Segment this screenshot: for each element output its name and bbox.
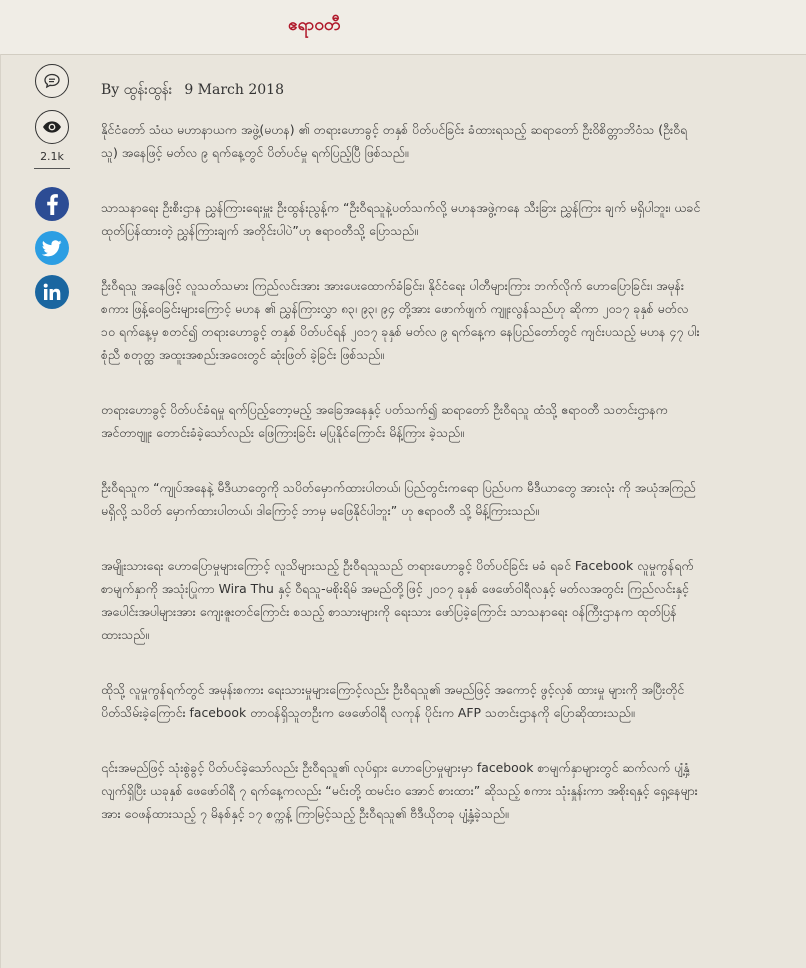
paragraph: အမျိုးသားရေး ဟောပြောမှုများကြောင့် လူသိများသည့် ဦးဝီရသူသည် တရားဟောခွင့် ပိတ်ပင်ခြင်း မခံ ရခင် Facebook လူမှုကွန်ရက် စာမျက်နှာကို အသုံးပြုကာ Wira Thu နှင့် ဝီရသူ-မစိုးရိမ် အမည်တို့ဖြင့် ၂၀၁၇ ခုနှစ် ဖေဖော်ဝါရီလနှင့် မတ်လအတွင်း ကြည်လင်းနှင့် အပေါင်းအပါများအား ကျေးဇူးတင်ကြောင်း စသည့် စာသားများကို ရေးသား ဖော်ပြခဲ့ကြောင်း သာသနာရေး ဝန်ကြီးဌာနက ထုတ်ပြန်ထားသည်။: [101, 558, 694, 642]
paragraph: သာသနာရေး ဦးစီးဌာန ညွှန်ကြားရေးမှူး ဦးထွန်းညွန့်က “ဦးဝီရသူနဲ့ပတ်သက်လို့ မဟနအဖွဲ့ကနေ သီးခြား ညွှန်ကြား ချက် မရှိပါဘူး၊ ယခင် ထုတ်ပြန်ထားတဲ့ ညွှန်ကြားချက် အတိုင်းပါပဲ”ဟု ဧရာဝတီသို့ ပြောသည်။: [101, 200, 701, 238]
paragraph: ထိုသို့ လူမှုကွန်ရက်တွင် အမုန်းစကား ရေးသားမှုများကြောင့်လည်း ဦးဝီရသူ၏ အမည်ဖြင့် အကောင့် ဖွင့်လှစ် ထားမှု များကို အပြီးတိုင် ပိတ်သိမ်းခဲ့ကြောင်း facebook တာဝန်ရှိသူတဦးက ဖေဖော်ဝါရီ လကုန် ပိုင်းက AFP သတင်းဌာနကို ပြောဆိုထားသည်။: [101, 682, 685, 720]
paragraph: ဦးဝီရသူက “ကျုပ်အနေနဲ့ မီဒီယာတွေကို သပိတ်မှောက်ထားပါတယ်၊ ပြည်တွင်းကရော ပြည်ပက မီဒီယာတွေ အားလုံး ကို အယုံအကြည်မရှိလို့ သပိတ် မှောက်ထားပါတယ်၊ ဒါကြောင့် ဘာမှ မဖြေနိုင်ပါဘူး” ဟု ဧရာဝတီ သို့ မိန့်ကြားသည်။: [101, 480, 696, 518]
comment-bubble-icon[interactable]: [35, 64, 69, 98]
article-body: [101, 118, 701, 857]
divider: [34, 168, 70, 169]
byline: [101, 80, 284, 101]
top-header: [0, 0, 806, 55]
paragraph: ၎င်းအမည်ဖြင့် သုံးစွဲခွင့် ပိတ်ပင်ခဲ့သော်လည်း ဦးဝီရသူ၏ လုပ်ရှား ဟောပြောမှုများမှာ facebook စာမျက်နှာများတွင် ဆက်လက် ပျံ့နှံ့လျက်ရှိပြီး ယခုနှစ် ဖေဖော်ဝါရီ ၇ ရက်နေ့ကလည်း “မင်းတို့ ထမင်းဝ အောင် စားထား” ဆိုသည့် စကား သုံးနှုန်းကာ အစိုးရနှင့် ရှေ့နေများအား ဝေဖန်ထားသည့် ၇ မိနစ်နှင့် ၁၇ စက္ကန့် ကြာမြင့်သည့် ဦးဝီရသူ၏ ဗီဒီယိုတခု ပျံ့နှံ့ခဲ့သည်။: [101, 760, 698, 821]
facebook-icon[interactable]: [35, 187, 69, 221]
view-count: 2.1k: [40, 150, 64, 163]
paragraph: ဦးဝီရသူ အနေဖြင့် လူသတ်သမား ကြည်လင်းအား အားပေးထောက်ခံခြင်း၊ နိုင်ငံရေး ပါတီများကြား ဘက်လိုက် ဟောပြောခြင်း၊ အမုန်းစကား ဖြန့်ဝေခြင်းများကြောင့် မဟန ၏ ညွှန်ကြားလွှာ ၈၃၊ ၉၃၊ ၉၄ တို့အား ဖောက်ဖျက် ကျူးလွန်သည်ဟု ဆိုကာ ၂၀၁၇ ခုနှစ် မတ်လ ၁၀ ရက်နေ့မှ စတင်၍ တရားဟောခွင့် တနှစ် ပိတ်ပင်ရန် ၂၀၁၇ ခုနှစ် မတ်လ ၉ ရက်နေ့က နေပြည်တော်တွင် ကျင်းပသည့် မဟန ၄၇ ပါးစုံညီ စတုတ္ထ အထူးအစည်းအဝေးတွင် ဆုံးဖြတ် ခဲ့ခြင်း ဖြစ်သည်။: [101, 278, 700, 362]
site-logo[interactable]: ဧရာဝတီ: [288, 15, 341, 35]
paragraph: တရားဟောခွင့် ပိတ်ပင်ခံရမှု ရက်ပြည့်တော့မည့် အခြေအနေနှင့် ပတ်သက်၍ ဆရာတော် ဦးဝီရသူ ထံသို့ ဧရာဝတီ သတင်းဌာနက အင်တာဗျူး တောင်းခံခဲ့သော်လည်း ဖြေကြားခြင်း မပြုနိုင်ကြောင်း မိန့်ကြား ခဲ့သည်။: [101, 402, 668, 440]
publish-date: 9 March 2018: [184, 82, 284, 98]
eye-icon[interactable]: [35, 110, 69, 144]
linkedin-icon[interactable]: [35, 275, 69, 309]
twitter-icon[interactable]: [35, 231, 69, 265]
share-sidebar: [30, 64, 74, 309]
author-name: By ထွန်းထွန်း: [101, 82, 173, 98]
paragraph: နိုင်ငံတော် သံဃ မဟာနာယက အဖွဲ့(မဟန) ၏ တရားဟောခွင့် တနှစ် ပိတ်ပင်ခြင်း ခံထားရသည့် ဆရာတော် ဦးဝိစိတ္တာဘိဝံသ (ဦးဝီရသူ) အနေဖြင့် မတ်လ ၉ ရက်နေ့တွင် ပိတ်ပင်မှု ရက်ပြည့်ပြီ ဖြစ်သည်။: [101, 122, 688, 160]
